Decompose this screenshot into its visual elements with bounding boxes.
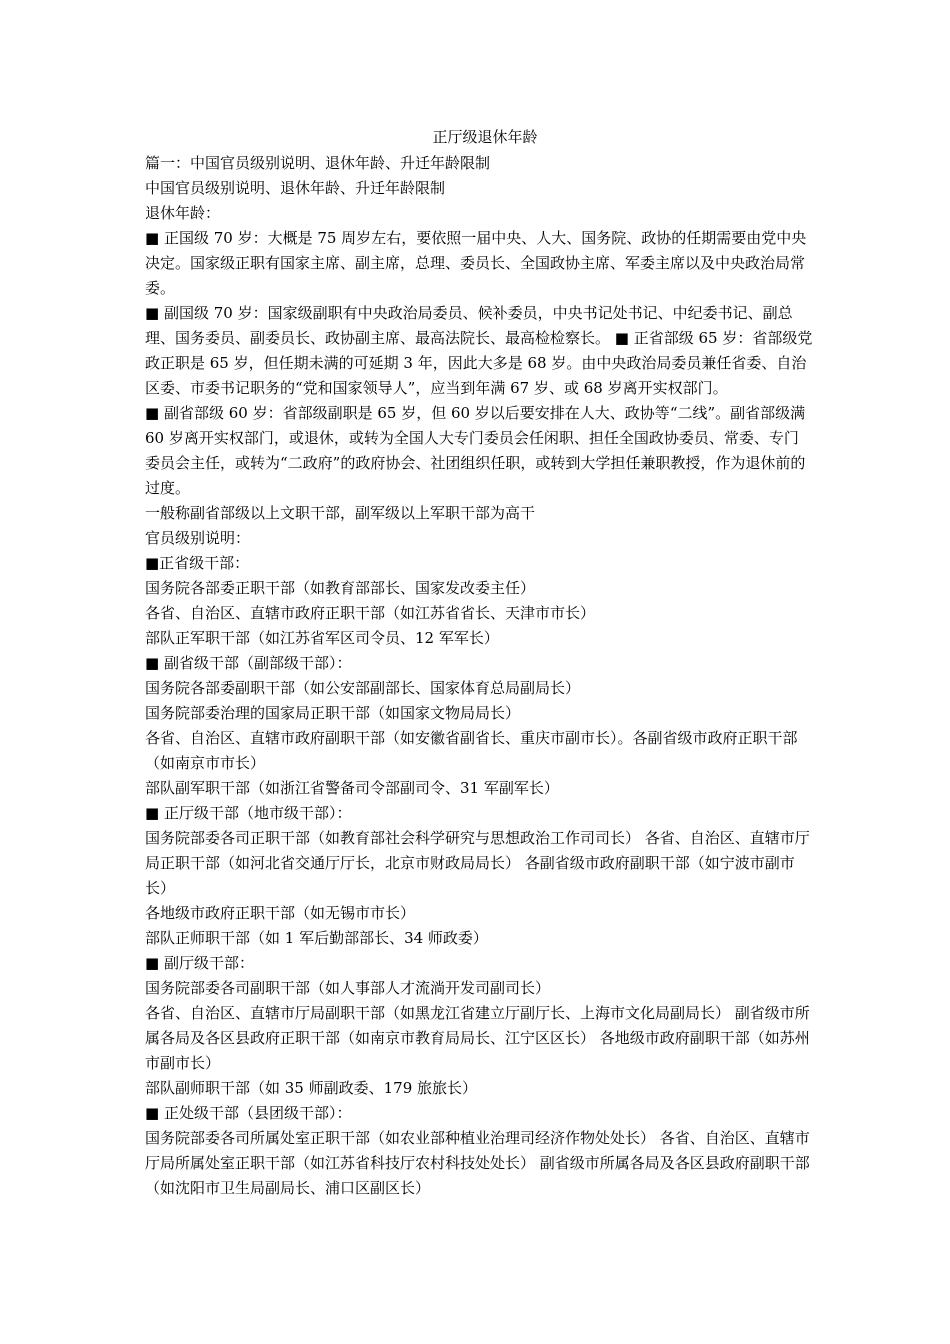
paragraph-21: 部队正师职干部（如 1 军后勤部部长、34 师政委） [145, 929, 488, 947]
paragraph-14: 国务院各部委副职干部（如公安部副部长、国家体育总局副局长） [145, 679, 581, 697]
paragraph-22: ■ 副厅级干部： [145, 954, 254, 972]
paragraph-8: 官员级别说明： [145, 529, 251, 547]
paragraph-13: ■ 副省级干部（副部级干部）： [145, 654, 352, 672]
paragraph-1: 篇一：中国官员级别说明、退休年龄、升迁年龄限制 [145, 154, 491, 172]
paragraph-6: ■ 副省部级 60 岁：省部级副职是 65 岁，但 60 岁以后要安排在人大、政协等“二线”。副省部级满 60 岁离开实权部门，或退休，或转为全国人大专门委员会任闲职、担任全国政协委员、常委、专门委员会主任，或转为“二政府”的政府协会、社团组织任职，或转到大学担任兼职教授，作为退休前的过度。 [145, 404, 806, 497]
paragraph-27: 国务院部委各司所属处室正职干部（如农业部种植业治理司经济作物处处长） 各省、自治区、直辖市厅局所属处室正职干部（如江苏省科技厅农村科技处处长） 副省级市所属各局及各区县政府副职干部（如沈阳市卫生局副局长、浦口区副区长） [145, 1129, 810, 1197]
paragraph-16: 各省、自治区、直辖市政府副职干部（如安徽省副省长、重庆市副市长）。各副省级市政府正职干部（如南京市市长） [145, 729, 798, 772]
paragraph-23: 国务院部委各司副职干部（如人事部人才流淌开发司副司长） [145, 979, 551, 997]
paragraph-12: 部队正军职干部（如江苏省军区司令员、12 军军长） [145, 629, 499, 647]
paragraph-17: 部队副军职干部（如浙江省警备司令部副司令、31 军副军长） [145, 779, 559, 797]
paragraph-5: ■ 副国级 70 岁：国家级副职有中央政治局委员、候补委员，中央书记处书记、中纪委书记、副总理、国务委员、副委员长、政协副主席、最高法院长、最高检检察长。 ■ 正省部级 65 岁：省部级党政正职是 65 岁，但任期未满的可延期 3 年，因此大多是 68 岁。由中央政治局委员兼任省委、自治区委、市委书记职务的“党和国家领导人”，应当到年满 67 岁、或 68 岁离开实权部门。 [145, 304, 813, 397]
paragraph-11: 各省、自治区、直辖市政府正职干部（如江苏省省长、天津市市长） [145, 604, 596, 622]
paragraph-10: 国务院各部委正职干部（如教育部部长、国家发改委主任） [145, 579, 536, 597]
paragraph-3: 退休年龄： [145, 204, 221, 222]
paragraph-9: ■正省级干部： [145, 554, 250, 572]
paragraph-2: 中国官员级别说明、退休年龄、升迁年龄限制 [145, 179, 446, 197]
paragraph-19: 国务院部委各司正职干部（如教育部社会科学研究与思想政治工作司司长） 各省、自治区、直辖市厅局正职干部（如河北省交通厅厅长，北京市财政局局长） 各副省级市政府副职干部（如宁波市副市长） [145, 829, 810, 897]
paragraph-7: 一般称副省部级以上文职干部，副军级以上军职干部为高干 [145, 504, 536, 522]
paragraph-18: ■ 正厅级干部（地市级干部）： [145, 804, 352, 822]
document-title: 正厅级退休年龄 [432, 128, 538, 146]
paragraph-20: 各地级市政府正职干部（如无锡市市长） [145, 904, 416, 922]
paragraph-24: 各省、自治区、直辖市厅局副职干部（如黑龙江省建立厅副厅长、上海市文化局副局长） 副省级市所属各局及各区县政府正职干部（如南京市教育局局长、江宁区区长） 各地级市政府副职干部（如苏州市副市长） [145, 1004, 810, 1072]
paragraph-15: 国务院部委治理的国家局正职干部（如国家文物局局长） [145, 704, 521, 722]
document-page [145, 126, 813, 1201]
paragraph-26: ■ 正处级干部（县团级干部）： [145, 1104, 352, 1122]
paragraph-25: 部队副师职干部（如 35 师副政委、179 旅旅长） [145, 1079, 478, 1097]
paragraph-4: ■ 正国级 70 岁：大概是 75 周岁左右，要依照一届中央、人大、国务院、政协的任期需要由党中央决定。国家级正职有国家主席、副主席，总理、委员长、全国政协主席、军委主席以及中央政治局常委。 [145, 229, 807, 297]
document-body [145, 151, 813, 1201]
